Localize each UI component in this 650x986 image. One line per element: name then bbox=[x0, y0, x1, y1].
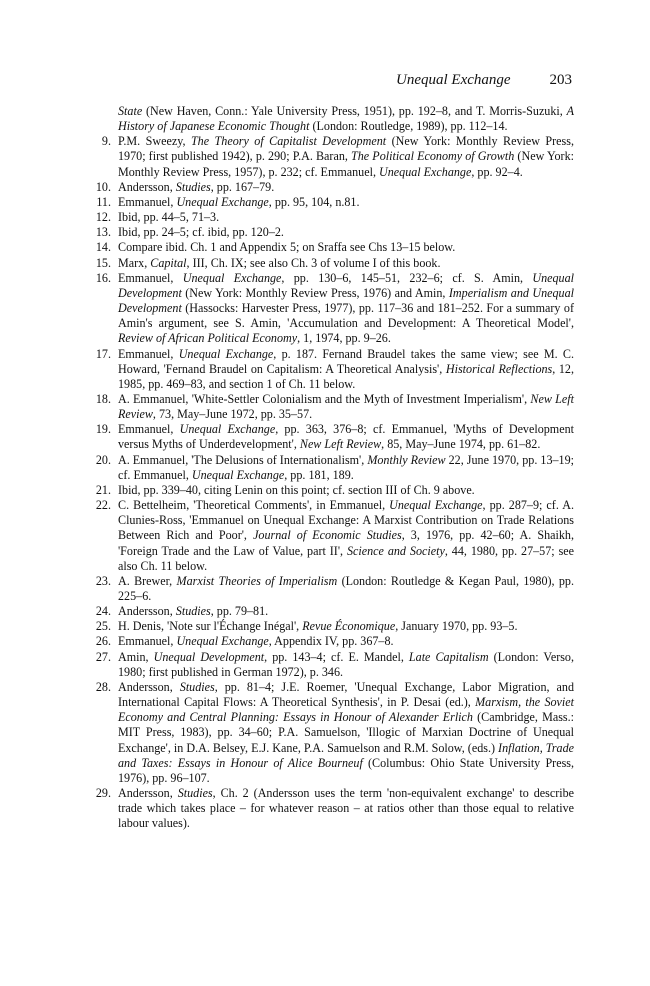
endnote-number: 28. bbox=[95, 679, 111, 694]
endnote-number: 9. bbox=[101, 134, 111, 149]
page-number: 203 bbox=[549, 72, 572, 88]
endnote-text: Andersson, Studies, pp. 81–4; J.E. Roemer, 'Unequal Exchange, Labor Migration, and International Capital Flows: A Theoretical Synthesis', in P. Desai (ed.), Marxism, the Soviet Economy and Central Planning: Essays in Honour of Alexander Erlich (Cambridge, Mass.: MIT Press, 1983), pp. 34–60; P.A. Samuelson, 'Illogic of Marxian Doctrine of Unequal Exchange', in D.A. Belsey, E.J. Kane, P.A. Samuelson and R.M. Solow, (eds.) Inflation, Trade and Taxes: Essays in Honour of Alice Bourneuf (Columbus: Ohio State University Press, 1976), pp. 96–107. bbox=[118, 679, 575, 785]
endnote-text: A. Emmanuel, 'White-Settler Colonialism and the Myth of Investment Imperialism', New Left Review, 73, May–June 1972, pp. 35–57. bbox=[118, 391, 574, 422]
endnote bbox=[86, 619, 574, 634]
endnote-number: 27. bbox=[95, 649, 111, 664]
endnote-number: 17. bbox=[95, 346, 111, 361]
endnotes-list bbox=[86, 104, 574, 832]
endnote bbox=[86, 650, 574, 680]
endnote bbox=[86, 210, 574, 225]
endnote-text: A. Brewer, Marxist Theories of Imperialism (London: Routledge & Kegan Paul, 1980), pp. 225–6. bbox=[118, 573, 575, 603]
endnote bbox=[86, 392, 574, 422]
endnote bbox=[86, 574, 574, 604]
endnote-text: Ibid, pp. 24–5; cf. ibid, pp. 120–2. bbox=[118, 225, 284, 240]
endnote-text: Amin, Unequal Development, pp. 143–4; cf. E. Mandel, Late Capitalism (London: Verso, 1980; first published in German 1972), p. 346. bbox=[118, 649, 575, 679]
endnote bbox=[86, 680, 574, 786]
running-head-title: Unequal Exchange bbox=[396, 72, 511, 88]
endnote bbox=[86, 180, 574, 195]
endnote-text: Emmanuel, Unequal Exchange, pp. 130–6, 145–51, 232–6; cf. S. Amin, Unequal Development (New York: Monthly Review Press, 1976) and Amin, Imperialism and Unequal Development (Hassocks: Harvester Press, 1977), pp. 117–36 and 181–252. For a summary of Amin's argument, see S. Amin, 'Accumulation and Development: A Theoretical Model', Review of African Political Economy, 1, 1974, pp. 9–26. bbox=[118, 270, 575, 346]
endnote-number: 20. bbox=[95, 452, 111, 467]
endnote-text: Emmanuel, Unequal Exchange, pp. 95, 104, n.81. bbox=[118, 194, 360, 209]
running-head bbox=[396, 72, 572, 89]
endnote-text: Andersson, Studies, pp. 167–79. bbox=[118, 179, 275, 194]
endnote bbox=[86, 422, 574, 452]
endnote-number: 23. bbox=[95, 573, 111, 588]
endnote bbox=[86, 347, 574, 392]
endnote-text: Andersson, Studies, pp. 79–81. bbox=[118, 604, 269, 619]
endnote-number: 25. bbox=[95, 619, 111, 634]
endnote-number: 21. bbox=[95, 482, 111, 497]
endnote-text: Emmanuel, Unequal Exchange, pp. 363, 376–8; cf. Emmanuel, 'Myths of Development versus Myths of Underdevelopment', New Left Review, 85, May–June 1974, pp. 61–82. bbox=[118, 422, 574, 452]
endnote bbox=[86, 634, 574, 649]
endnote-text: A. Emmanuel, 'The Delusions of Internationalism', Monthly Review 22, June 1970, pp. 13–19; cf. Emmanuel, Unequal Exchange, pp. 181, 189. bbox=[118, 452, 574, 482]
endnote bbox=[86, 453, 574, 483]
endnote-number: 13. bbox=[95, 225, 111, 240]
endnote bbox=[86, 498, 574, 574]
endnote-text: Emmanuel, Unequal Exchange, Appendix IV, pp. 367–8. bbox=[118, 634, 394, 649]
endnote bbox=[86, 240, 574, 255]
endnote bbox=[86, 134, 574, 179]
endnote-text: Marx, Capital, III, Ch. IX; see also Ch. 3 of volume I of this book. bbox=[118, 255, 441, 270]
endnote bbox=[86, 104, 574, 134]
endnote bbox=[86, 271, 574, 347]
endnote-number: 10. bbox=[95, 179, 111, 194]
endnote bbox=[86, 256, 574, 271]
endnote bbox=[86, 483, 574, 498]
endnote bbox=[86, 225, 574, 240]
endnote-text: Emmanuel, Unequal Exchange, p. 187. Fernand Braudel takes the same view; see M. C. Howard, 'Fernand Braudel on Capitalism: A Theoretical Analysis', Historical Reflections, 12, 1985, pp. 469–83, and section 1 of Ch. 11 below. bbox=[118, 346, 575, 391]
endnote-text: C. Bettelheim, 'Theoretical Comments', in Emmanuel, Unequal Exchange, pp. 287–9; cf. A. Clunies-Ross, 'Emmanuel on Unequal Exchange: A Marxist Contribution on Trade Relations Between Rich and Poor', Journal of Economic Studies, 3, 1976, pp. 42–60; A. Shaikh, 'Foreign Trade and the Law of Value, part II', Science and Society, 44, 1980, pp. 27–57; see also Ch. 11 below. bbox=[118, 498, 575, 573]
endnote-text: Ibid, pp. 44–5, 71–3. bbox=[118, 210, 220, 225]
endnote-text: H. Denis, 'Note sur l'Échange Inégal', Revue Économique, January 1970, pp. 93–5. bbox=[118, 619, 518, 634]
endnote-number: 29. bbox=[95, 786, 111, 801]
endnote-number: 16. bbox=[95, 270, 111, 285]
endnote-number: 24. bbox=[95, 604, 111, 619]
endnote-number: 14. bbox=[95, 240, 111, 255]
endnote bbox=[86, 195, 574, 210]
endnote-number: 12. bbox=[95, 210, 111, 225]
endnote-number: 11. bbox=[96, 194, 111, 209]
endnote-text: Andersson, Studies, Ch. 2 (Andersson uses the term 'non-equivalent exchange' to describe trade which takes place – for whatever reason – at ratios other than those equal to relative labour values). bbox=[118, 786, 575, 831]
endnote-number: 18. bbox=[95, 391, 111, 406]
endnote-number: 26. bbox=[95, 634, 111, 649]
endnote-text: State (New Haven, Conn.: Yale University Press, 1951), pp. 192–8, and T. Morris-Suzuki, A History of Japanese Economic Thought (London: Routledge, 1989), pp. 112–14. bbox=[118, 104, 574, 134]
endnote bbox=[86, 786, 574, 831]
endnote-number: 22. bbox=[95, 498, 111, 513]
endnote bbox=[86, 604, 574, 619]
endnote-number: 19. bbox=[95, 422, 111, 437]
endnote-text: Ibid, pp. 339–40, citing Lenin on this point; cf. section III of Ch. 9 above. bbox=[118, 482, 475, 497]
endnote-text: Compare ibid. Ch. 1 and Appendix 5; on Sraffa see Chs 13–15 below. bbox=[118, 240, 456, 255]
endnote-text: P.M. Sweezy, The Theory of Capitalist Development (New York: Monthly Review Press, 1970; first published 1942), p. 290; P.A. Baran, The Political Economy of Growth (New York: Monthly Review Press, 1957), p. 232; cf. Emmanuel, Unequal Exchange, pp. 92–4. bbox=[118, 134, 574, 179]
endnote-number: 15. bbox=[95, 255, 111, 270]
